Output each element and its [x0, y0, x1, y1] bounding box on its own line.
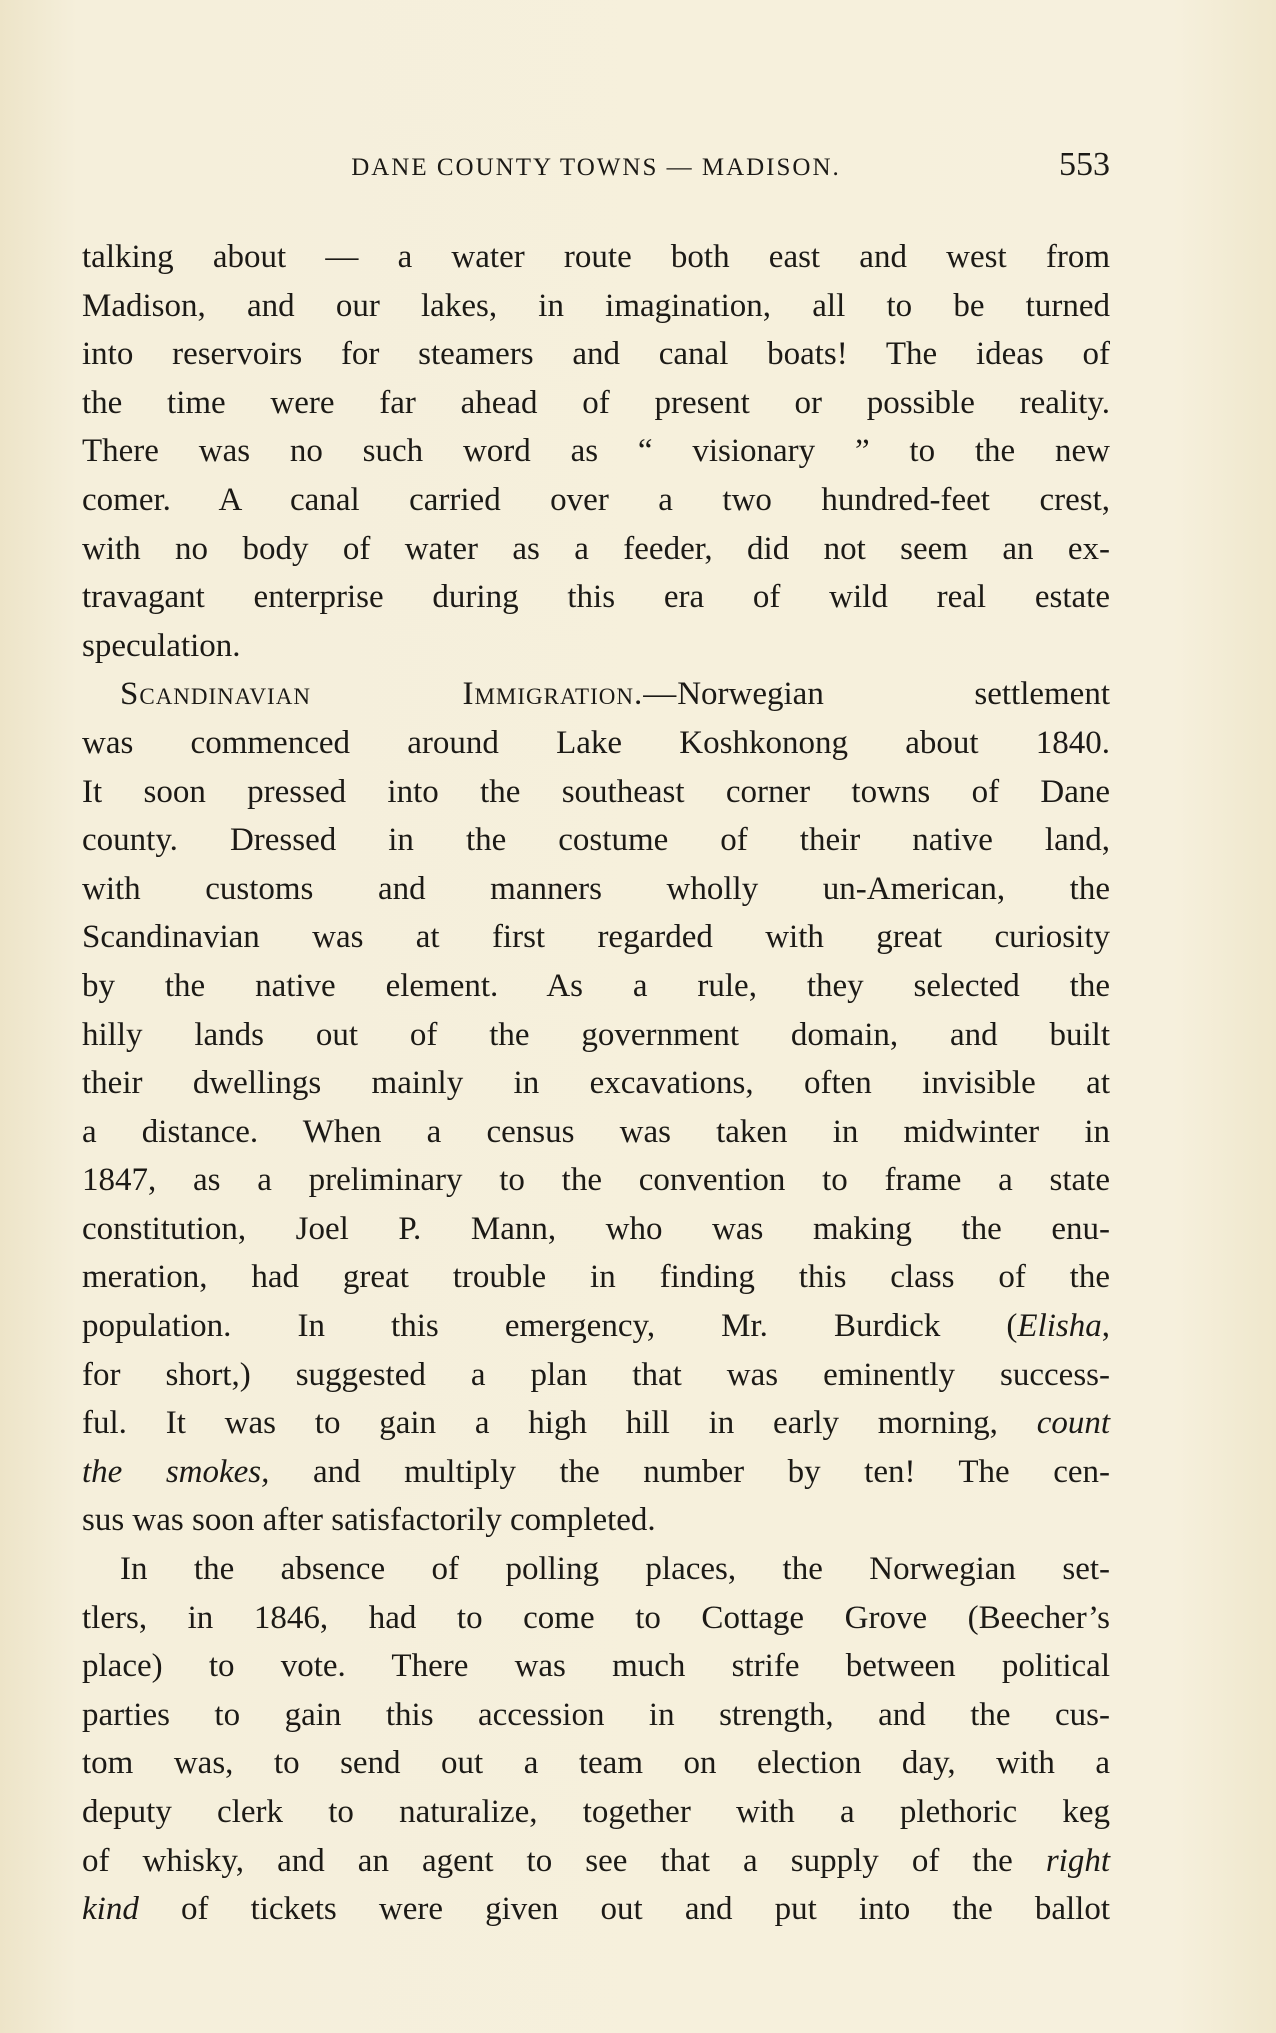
text-line: parties to gain this accession in strength, and the cus-	[82, 1696, 1110, 1733]
text-run: of tickets were given out and put into the ballot	[180, 1891, 1110, 1928]
text-line: deputy clerk to naturalize, together with a plethoric keg	[82, 1794, 1110, 1830]
text-line: 1847, as a preliminary to the convention to frame a state	[82, 1162, 1110, 1199]
text-line: their dwellings mainly in excavations, often invisible at	[82, 1065, 1110, 1102]
text-line: for short,) suggested a plan that was eminently success-	[82, 1356, 1110, 1393]
text-run: ,	[1101, 1308, 1110, 1345]
text-line: meration, had great trouble in finding this class of the	[82, 1259, 1110, 1296]
text-run: population. In this emergency, Mr. Burdick (	[82, 1308, 1018, 1345]
running-title: DANE COUNTY TOWNS — MADISON.	[351, 154, 841, 181]
text-line: tom was, to send out a team on election day, with a	[82, 1745, 1110, 1782]
text-line: was commenced around Lake Koshkonong about 1840.	[82, 724, 1110, 761]
text-line: hilly lands out of the government domain, and built	[82, 1016, 1110, 1053]
text-line: the time were far ahead of present or possible reality.	[82, 384, 1110, 421]
text-line	[82, 1885, 1110, 1934]
text-line: Madison, and our lakes, in imagination, all to be turned	[82, 287, 1110, 324]
text-line: tlers, in 1846, had to come to Cottage Grove (Beecher’s	[82, 1599, 1110, 1636]
text-line: with no body of water as a feeder, did not seem an ex-	[82, 530, 1110, 567]
text-line	[82, 670, 1110, 719]
text-line: county. Dressed in the costume of their native land,	[82, 822, 1110, 859]
text-line: by the native element. As a rule, they selected the	[82, 967, 1110, 1004]
text-line: Scandinavian was at first regarded with great curiosity	[82, 919, 1110, 956]
text-line: into reservoirs for steamers and canal boats! The ideas of	[82, 336, 1110, 373]
body-text	[82, 233, 1110, 1934]
text-run: ful. It was to gain a high hill in early morning,	[82, 1405, 998, 1442]
text-line: place) to vote. There was much strife between political	[82, 1648, 1110, 1685]
italic-run: count	[1036, 1405, 1111, 1442]
text-line: speculation.	[82, 627, 241, 664]
italic-run: right	[1045, 1842, 1110, 1879]
text-line	[82, 1302, 1110, 1351]
section-heading: Scandinavian Immigration.—	[120, 676, 678, 713]
text-line: a distance. When a census was taken in midwinter in	[82, 1113, 1110, 1150]
italic-run: the smokes,	[82, 1453, 270, 1490]
text-line: constitution, Joel P. Mann, who was making the enu-	[82, 1210, 1110, 1247]
text-line	[82, 1448, 1110, 1497]
italic-run: Elisha	[1017, 1308, 1102, 1345]
text-line: There was no such word as “ visionary ” to the new	[82, 433, 1110, 470]
text-line: comer. A canal carried over a two hundred-feet crest,	[82, 481, 1110, 518]
text-line	[82, 1837, 1110, 1886]
text-run: and multiply the number by ten! The cen-	[312, 1453, 1111, 1490]
text-run: Norwegian settlement	[677, 676, 1110, 713]
page-number: 553	[1059, 146, 1110, 183]
text-line: travagant enterprise during this era of wild real estate	[82, 579, 1110, 616]
text-line: sus was soon after satisfactorily completed.	[82, 1502, 656, 1539]
text-line: with customs and manners wholly un-American, the	[82, 870, 1110, 907]
text-line: talking about — a water route both east and west from	[82, 239, 1110, 275]
text-line: In the absence of polling places, the Norwegian set-	[120, 1551, 1110, 1588]
text-line: It soon pressed into the southeast corner towns of Dane	[82, 773, 1110, 810]
text-run: of whisky, and an agent to see that a supply of the	[82, 1842, 1013, 1879]
italic-run: kind	[82, 1891, 139, 1928]
text-line	[82, 1399, 1110, 1448]
running-head	[82, 146, 1110, 194]
